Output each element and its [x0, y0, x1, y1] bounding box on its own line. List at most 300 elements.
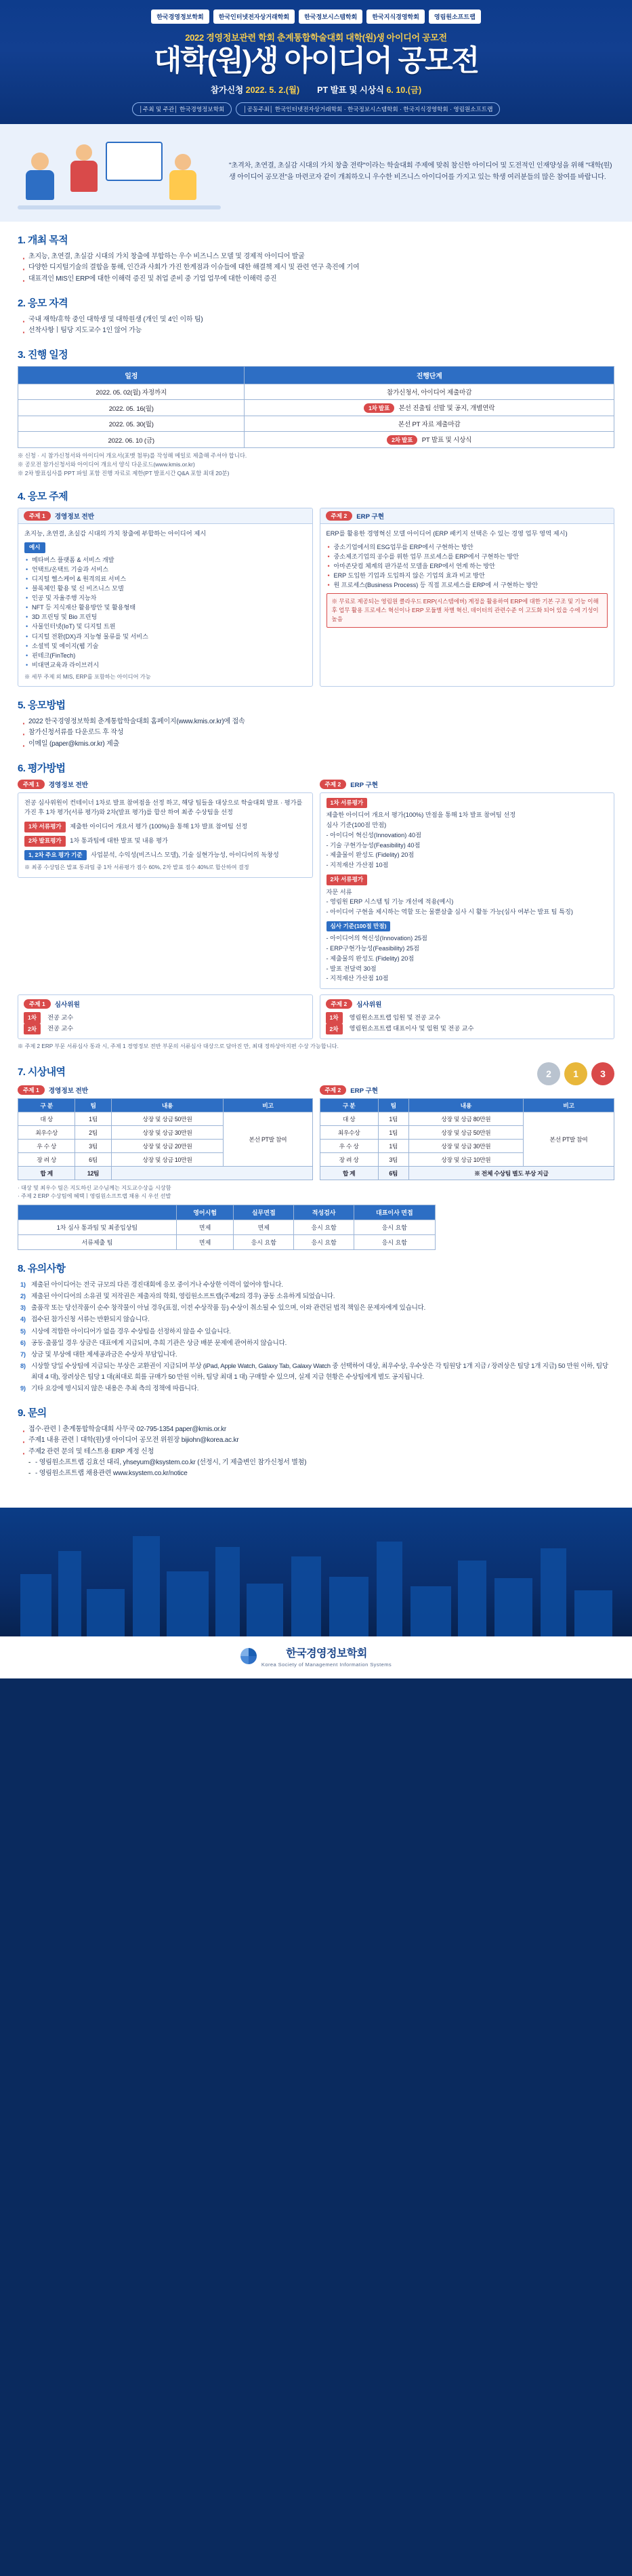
list-item: · 초지능, 초연결, 초실감 시대의 가치 창출에 부합하는 우수 비즈니스 모델 및 경제적 아이디어 발굴 [20, 251, 614, 262]
person-body-icon [70, 161, 98, 192]
table-row [320, 1112, 614, 1125]
section-title-text: 진행 일정 [27, 349, 68, 361]
stage-chip: 1차 [326, 1012, 343, 1024]
building-shape [133, 1536, 160, 1636]
judge-box-1 [18, 994, 313, 1039]
topic-example-list [326, 542, 608, 590]
topic-example-list [24, 555, 306, 670]
evaluation-stage [326, 921, 608, 984]
eligibility-list [18, 315, 614, 336]
ground-line [18, 205, 221, 209]
person-head-icon [76, 144, 92, 161]
cell-label: 1차 심사 통과팀 및 최종입상팀 [18, 1220, 177, 1235]
evaluation-final-note: ※ 최종 수상팀은 발표 통과팀 중 1차 서류평가 점수 60%, 2차 발표 점수 40%로 합산하여 결정 [24, 864, 249, 871]
cell-content: 상장 및 상금 20만원 [111, 1139, 224, 1152]
cell-stage [245, 432, 614, 448]
awards-columns [18, 1085, 614, 1180]
col-header-content: 내용 [408, 1098, 523, 1112]
association-chip: 한국경영정보학회 [151, 9, 209, 24]
topic-columns [18, 508, 614, 687]
evaluation-desc: 전공 심사위원이 컨테이너 1차로 발표 참여점을 선정 하고, 해당 팀들을 대상으로 학술대회 발표 · 평가를 가진 후 1차 평가(서류 평가)와 2차(발표 평가)를 합산 하여 최종 수상팀을 선정 [24, 799, 303, 816]
topic-pill: 주제 1 [24, 511, 51, 521]
topic-card-2 [320, 508, 615, 687]
cell-stage-text: 본선 PT 자료 제출마감 [398, 421, 461, 429]
stage-line: - 기술 구현가능성(Feasibility) 40점 [326, 841, 421, 849]
list-item: · 이메일 (paper@kmis.or.kr) 제출 [20, 739, 614, 750]
stage-line: - 아이디어 혁신성(Innovation) 40점 [326, 831, 421, 839]
section-title-text: 문의 [27, 1407, 47, 1420]
cell-value: 면제 [176, 1220, 233, 1235]
col-header-interview: 실무면접 [234, 1205, 294, 1220]
apply-list [18, 717, 614, 750]
evaluation-columns [18, 780, 614, 989]
cell-date: 2022. 05. 16(월) [18, 400, 245, 416]
section-title [18, 296, 614, 310]
building-shape [167, 1571, 209, 1636]
hero-header [0, 0, 632, 124]
topic-pill: 주제 2 [320, 1085, 347, 1095]
col-header-content: 내용 [111, 1098, 224, 1112]
society-logo-icon [240, 1648, 257, 1664]
poster-content [0, 222, 632, 1508]
cell-value: 응시 요함 [294, 1235, 354, 1250]
section-title [18, 1064, 65, 1079]
col-header-ceo: 대표이사 면접 [354, 1205, 436, 1220]
cell-content: 상장 및 상금 30만원 [408, 1139, 523, 1152]
purpose-list [18, 251, 614, 285]
section-contact [18, 1405, 614, 1479]
list-item: • 디지털 전환(DX)과 지능형 물류를 및 서비스 [24, 632, 306, 641]
col-header-date: 일정 [18, 367, 245, 384]
col-header-count: 팀 [378, 1098, 408, 1112]
cell-total-label: 합 계 [320, 1166, 378, 1180]
intro-text: "초격차, 초연결, 초실감 시대의 가치 창출 전략"이라는 학술대회 주제에 맞춰 참신한 아이디어 및 도전적인 인재양성을 위해 "대학(원)생 아이디어 공모전"을 마련코자 같이 개최하오니 우수한 비즈니스 아이디어를 가지고 있는 학생 여러분들의 많은 참여를 바랍니다. [229, 162, 612, 182]
building-shape [329, 1577, 368, 1636]
building-shape [458, 1561, 486, 1636]
building-shape [87, 1589, 125, 1636]
list-item: 시상에 적합한 아이디어가 없을 경우 수상팀을 선정하지 않을 수 있습니다. [31, 1327, 231, 1335]
evaluation-stage [326, 798, 608, 870]
cell-stage [245, 400, 614, 416]
topic-card-2-header [320, 508, 614, 524]
stage-line: - ERP구현가능성(Feasibility) 25점 [326, 945, 419, 952]
section-topics [18, 489, 614, 687]
section-number: 8. [18, 1263, 26, 1275]
cell-count: 1팀 [378, 1139, 408, 1152]
cell-value: 응시 요함 [294, 1220, 354, 1235]
topic-pill: 주제 2 [326, 511, 353, 521]
stage-line: - 제출물이 완성도 (Fidelity) 20점 [326, 851, 415, 859]
cell-content: 상장 및 상금 50만원 [111, 1112, 224, 1125]
cell-total-label: 합 계 [18, 1166, 75, 1180]
topic-note: ※ 세부 주제 외 MIS, ERP를 포함하는 아이디어 가능 [24, 673, 151, 680]
awards-table-2 [320, 1098, 615, 1180]
association-chip: 한국인터넷전자상거래학회 [213, 9, 295, 24]
table-row-total [320, 1166, 614, 1180]
note-line: ※ 공모전 참가신청서와 아이디어 개요서 양식 다운로드(www.kmis.or.kr) [18, 461, 195, 468]
section-number: 6. [18, 762, 26, 774]
cell-content: 상장 및 상금 50만원 [408, 1125, 523, 1139]
topic-name: ERP 구현 [356, 513, 385, 521]
note-line: ※ 2차 발표심사를 PPT 파일 포함 진행 자료로 제한(PT 발표시간 Q&A 포함 최대 20분) [18, 470, 230, 477]
cell-stage-text: 본선 진출팀 선발 및 공지, 개별연락 [398, 405, 495, 413]
stage-line: 자문 서류 [326, 888, 352, 895]
col-header-count: 팀 [75, 1098, 111, 1112]
cell-grade: 최우수상 [18, 1125, 75, 1139]
judge-line [24, 1024, 307, 1035]
stage-chip: 1차 서류평가 [24, 822, 66, 832]
intro-band [0, 124, 632, 222]
cell-total-content: ※ 전체 수상팀 별도 부상 지급 [408, 1166, 614, 1180]
table-row-total [18, 1166, 313, 1180]
judge-text: 영림원소프트랩 임원 및 전공 교수 [349, 1013, 441, 1021]
schedule-table [18, 366, 614, 448]
evaluation-stage [24, 822, 306, 832]
footer-logo-row [0, 1645, 632, 1668]
table-row [18, 416, 614, 432]
section-title-text: 응모 주제 [27, 491, 68, 503]
cell-count: 2팀 [75, 1125, 111, 1139]
stage-line: - 영림원 ERP 시스템 팀 기능 개선에 적용(예시) [326, 898, 454, 906]
stage-line: - 발표 전달력 30점 [326, 965, 377, 972]
list-item: · 2022 한국경영정보학회 춘계통합학술대회 홈페이지(www.kmis.or.kr)에 접속 [20, 717, 614, 727]
host-row [0, 102, 632, 116]
awards-col-1-header [18, 1085, 313, 1095]
cell-count: 1팀 [378, 1112, 408, 1125]
cell-date: 2022. 05. 30(월) [18, 416, 245, 432]
stage-text: 제출한 아이디어 개요서 평가 (100%)을 통해 1차 발표 참여팀 선정 [70, 823, 248, 830]
topic-card-1-header [18, 508, 312, 524]
cell-grade: 우 수 상 [320, 1139, 378, 1152]
topic-pill: 주제 1 [18, 780, 45, 789]
col-header-grade: 구 분 [18, 1098, 75, 1112]
cell-content: 상장 및 상금 10만원 [111, 1152, 224, 1166]
topic-pill: 주제 2 [320, 780, 347, 789]
list-item: 시상할 당일 수상팀에 지급되는 부상은 교환권이 지급되며 부상 (iPad, Apple Watch, Galaxy Tab, Galaxy Watch 중 선택하여 대상, 최우수상, 우수상은 각 팀원당 1개 지급 / 장려상은 팀당 1개 지급) 50 만원 이하, 팀당 최대 4 대), 장려상은 팀당 1 대(최대로 희를 규매가 50 만원 이하, 팀당 최대 1 대) 구매할 수 있으며, 실제 지급 현황은 수상팀에게 별도 공지됩니다. [31, 1362, 608, 1382]
city-skyline-illustration [0, 1508, 632, 1636]
judge-text: 영림원소프트랩 대표이사 및 임원 및 전공 교수 [349, 1025, 474, 1032]
list-item: • 소셜빅 및 에이지(웹 기술 [24, 641, 306, 651]
section-title-text: 응모 자격 [27, 297, 68, 309]
topic-intro: ERP를 활용한 경영혁신 모델 아이디어 (ERP 패키지 선택은 수 있는 경영 업무 영역 제시) [326, 530, 568, 538]
building-shape [494, 1578, 532, 1636]
list-item: · 주제2 관련 문의 및 테스트용 ERP 계정 신청 [20, 1447, 614, 1457]
stage-badge: 1차 발표 [364, 403, 394, 413]
footer-org-name-ko: 한국경영정보학회 [286, 1648, 367, 1660]
stage-chip: 2차 [326, 1024, 343, 1035]
building-shape [574, 1590, 612, 1636]
cell-note: 본선 PT발 참여 [524, 1112, 614, 1166]
section-number: 3. [18, 349, 26, 361]
pt-label: PT 발표 및 시상식 [317, 85, 384, 96]
list-item: · 대표격인 MIS인 ERP에 대한 이해력 증진 및 취업 준비 중 기업 업무에 대한 이해력 증진 [20, 274, 614, 285]
person-head-icon [31, 153, 49, 170]
list-item: • 중소제조기업의 공수를 위한 업무 프로세스를 ERP에서 구현하는 방안 [326, 552, 608, 561]
col-header-aptitude: 적성검사 [294, 1205, 354, 1220]
list-item: 제출된 아이디어는 전국 규모의 다른 경진대회에 응모 중이거나 수상한 이력이 없어야 합니다. [31, 1281, 283, 1289]
table-row [18, 1235, 436, 1250]
medal-3-icon: 3 [591, 1062, 614, 1085]
topic-name: 경영정보 전반 [48, 781, 89, 789]
col-header-note: 비고 [224, 1098, 312, 1112]
judge-line [326, 1012, 609, 1024]
judge-box-2-header [326, 999, 609, 1009]
person-body-icon [26, 170, 54, 200]
section-title [18, 761, 614, 775]
contact-list [18, 1424, 614, 1479]
stage-line: - 지적재산 가산점 10점 [326, 975, 389, 982]
list-item: 출품작 또는 당선작품이 순수 창작물이 아닐 경우(표절, 이전 수상작품 등) 수상이 취소될 수 있으며, 이와 관련된 법적 책임은 문제자에게 있습니다. [31, 1304, 426, 1312]
evaluation-col-1-header [18, 780, 313, 789]
cell-grade: 장 려 상 [18, 1152, 75, 1166]
host-chip: │공동주최│ 한국인터넷전자상거래학회 · 한국정보시스템학회 · 한국지식경영학회 · 영림원소프트랩 [236, 102, 500, 116]
table-row [18, 1220, 436, 1235]
list-item: • 비대면교육과 라이브러시 [24, 660, 306, 670]
building-shape [541, 1548, 566, 1636]
list-item: 공동·출품일 경우 상금은 대표에게 지급되며, 추희 기관은 상금 배분 문제에 관여하지 않습니다. [31, 1339, 287, 1347]
judge-line [326, 1024, 609, 1035]
evaluation-stage [24, 836, 306, 847]
topic-intro: 초지능, 초연결, 초실감 시대의 가치 창출에 부합하는 아이디어 제시 [24, 530, 207, 538]
cell-note: 본선 PT발 참여 [224, 1112, 312, 1166]
stage-chip: 1차 서류평가 [326, 798, 368, 809]
section-awards [18, 1062, 614, 1251]
cell-count: 6팀 [75, 1152, 111, 1166]
list-item: - - 영림원소프트랩 채용관련 www.ksystem.co.kr/notice [20, 1468, 614, 1479]
judge-line [24, 1012, 307, 1024]
cell-total-count: 6팀 [378, 1166, 408, 1180]
building-shape [291, 1556, 321, 1636]
footer-org-name-en: Korea Society of Management Information Systems [261, 1662, 392, 1668]
col-header-english: 영어시험 [176, 1205, 233, 1220]
judge-label: 심사위원 [356, 1001, 382, 1009]
building-shape [215, 1547, 240, 1636]
evaluation-col-1-body [18, 792, 313, 878]
cell-content: 상장 및 상금 30만원 [111, 1125, 224, 1139]
cell-value: 응시 요함 [234, 1235, 294, 1250]
topic-name: 경영정보 전반 [54, 513, 95, 521]
list-item: · 참가신청서류를 다운로드 후 작성 [20, 727, 614, 738]
list-item: 제출된 아이디어의 소유권 및 저작권은 제출자의 학회, 영림원소프트랩(주제2의 경우) 공동 소유하게 되었습니다. [31, 1293, 335, 1301]
note-line: ※ 신청 · 시 참가신청서와 아이디어 개요서(포맷 첨부)를 작성해 메일로 제출해 주셔야 합니다. [18, 452, 247, 460]
section-title [18, 233, 614, 247]
section-title-text: 응모방법 [27, 700, 66, 712]
stage-line: - 아이디어의 혁신성(Innovation) 25점 [326, 935, 427, 942]
list-item: • 언택트/온택트 기술과 서비스 [24, 565, 306, 574]
list-item: • ERP 도입한 기업과 도입하지 않은 기업의 효과 비교 방안 [326, 571, 608, 580]
association-chip: 한국지식경영학회 [366, 9, 425, 24]
section-number: 2. [18, 297, 26, 309]
stage-chip: 1차 [24, 1012, 41, 1024]
table-row [18, 384, 614, 400]
cell-count: 1팀 [378, 1125, 408, 1139]
section-number: 1. [18, 235, 26, 247]
building-shape [20, 1574, 51, 1636]
pt-date: 6. 10.(금) [386, 85, 422, 96]
cell-grade: 우 수 상 [18, 1139, 75, 1152]
section-title [18, 489, 614, 503]
judge-row [18, 994, 614, 1039]
stage-chip: 2차 발표평가 [24, 836, 66, 847]
topic-card-1 [18, 508, 313, 687]
section-title [18, 347, 614, 361]
judge-text: 전공 교수 [47, 1013, 74, 1021]
topic-name: ERP 구현 [350, 781, 379, 789]
section-title-text: 개최 목적 [27, 235, 68, 247]
judge-box-1-header [24, 999, 307, 1009]
stage-chip: 2차 [24, 1024, 41, 1035]
cell-stage [245, 416, 614, 432]
table-row [18, 1112, 313, 1125]
list-item: • 중소기업에서의 ESG업무를 ERP에서 구현하는 방안 [326, 542, 608, 552]
evaluation-stage [326, 874, 608, 917]
evaluation-stage [24, 850, 306, 861]
section-title-text: 시상내역 [27, 1066, 66, 1078]
section-title [18, 698, 614, 712]
association-chip: 한국정보시스템학회 [299, 9, 362, 24]
section-number: 9. [18, 1407, 26, 1420]
stage-line: - 아이디어 구현을 제시하는 역할 또는 물뿐살출 심사 시 활동 가능(심사 여부는 발표 팀 특징) [326, 908, 573, 915]
cell-grade: 최우수상 [320, 1125, 378, 1139]
cell-count: 3팀 [378, 1152, 408, 1166]
cell-content: 상장 및 상금 10만원 [408, 1152, 523, 1166]
topic-card-1-body [18, 524, 312, 686]
intro-illustration [18, 132, 221, 212]
section-title-text: 평가방법 [27, 762, 66, 774]
person-body-icon [169, 170, 196, 200]
topic-pill: 주제 2 [326, 999, 353, 1009]
awards-col-2 [320, 1085, 615, 1180]
cell-date: 2022. 05. 02(월) 자정까지 [18, 384, 245, 400]
stage-line: 심사 기준(100점 만점) [326, 822, 387, 829]
stage-badge: 2차 발표 [387, 435, 417, 445]
note-line: · 대상 및 최우수 팀은 지도하신 교수님께는 지도교수상을 시상함 [18, 1184, 171, 1191]
stage-line: - 제출물의 완성도 (Fidelity) 20점 [326, 954, 415, 962]
cell-total-content [111, 1166, 312, 1180]
list-item: • 메타버스 플랫폼 & 서비스 개발 [24, 555, 306, 565]
whiteboard-icon [106, 142, 163, 181]
list-item: • 블록체인 활용 및 신 비즈니스 모델 [24, 584, 306, 593]
evaluation-col-1 [18, 780, 313, 989]
cell-value: 응시 요함 [354, 1235, 436, 1250]
association-chip: 영림원소프트랩 [429, 9, 481, 24]
cell-grade: 장 려 상 [320, 1152, 378, 1166]
col-header-blank [18, 1205, 177, 1220]
judge-box-2 [320, 994, 615, 1039]
section-title [18, 1261, 614, 1275]
col-header-grade: 구 분 [320, 1098, 378, 1112]
apply-date: 2022. 5. 2.(월) [245, 85, 300, 96]
section-number: 4. [18, 491, 26, 503]
section-title-text: 유의사항 [27, 1263, 66, 1275]
section-number: 7. [18, 1066, 26, 1078]
cell-grade: 대 상 [320, 1112, 378, 1125]
section-apply [18, 698, 614, 750]
medal-1-icon: 1 [564, 1062, 587, 1085]
topic-card-2-body [320, 524, 614, 632]
person-head-icon [175, 154, 191, 170]
cell-label: 서류제출 팀 [18, 1235, 177, 1250]
notice-list [18, 1280, 614, 1394]
section-schedule [18, 347, 614, 478]
cell-stage-text: PT 발표 및 시상식 [421, 437, 472, 445]
stage-line: - 지적재산 가산점 10점 [326, 862, 389, 869]
awards-notes [18, 1184, 614, 1201]
col-header-note: 비고 [524, 1098, 614, 1112]
topic-name: 경영정보 전반 [48, 1087, 89, 1095]
evaluation-note: ※ 주제 2 ERP 부문 서류심사 통과 시, 주제 1 경영정보 전반 부문의 서류심사 대상으로 담아진 만, 최대 정하상아지편 수상 가능합니다. [18, 1043, 339, 1050]
list-item: - - 영림원소프트랩 김효선 대리, yhseyum@ksystem.co.kr (선정시, 기 제출변인 참가신청서 별첨) [20, 1457, 614, 1468]
awards-col-2-header [320, 1085, 615, 1095]
note-line: · 주제 2 ERP 수상팀에 혜택ㅣ영림원소프트랩 채용 시 우선 선발 [18, 1192, 171, 1199]
benefit-table [18, 1205, 436, 1250]
list-item: · 다양한 디지털기술의 결합을 통해, 인간과 사회가 가진 한계점과 이슈들에 대한 해결책 제시 및 관련 연구 축진에 기여 [20, 262, 614, 273]
stage-chip: 2차 서류평가 [326, 874, 368, 885]
evaluation-col-2-body [320, 792, 615, 989]
list-item: • 3D 프린팅 및 Bio 프린팅 [24, 612, 306, 622]
hero-dates [0, 83, 632, 96]
topic-pill: 주제 1 [24, 999, 51, 1009]
list-item: • 아마존닷컴 체계의 판가분석 모델을 ERP에서 연계 하는 방안 [326, 561, 608, 571]
list-item: · 접수·관련ㅣ춘계통합학술대회 사무국 02-795-1354 paper@kmis.or.kr [20, 1424, 614, 1435]
topic-pill: 주제 1 [18, 1085, 45, 1095]
list-item: • 디지털 헬스케어 & 원격의료 서비스 [24, 574, 306, 584]
hero-title: 대학(원)생 아이디어 공모전 [153, 45, 479, 77]
stage-text: 1차 통과팀에 대한 발표 및 내용 평가 [70, 837, 168, 844]
stage-chip: 1, 2차 주요 평가 기준 [24, 850, 87, 861]
cell-value: 면제 [234, 1220, 294, 1235]
example-label: 예시 [24, 542, 45, 553]
list-item: 접수된 참가신청 서류는 반환되지 않습니다. [31, 1316, 150, 1324]
cell-content: 상장 및 상금 80만원 [408, 1112, 523, 1125]
association-chip-row [0, 9, 632, 24]
building-shape [58, 1551, 81, 1636]
list-item: · 국내 재학/휴학 중인 대학생 및 대학원생 (개인 및 4인 이하 팀) [20, 315, 614, 325]
cell-stage-text: 참가신청서, 아이디어 제출마감 [387, 389, 472, 397]
hero-subtitle: 2022 경영정보관련 학회 춘계통합학술대회 대학(원)생 아이디어 공모전 [185, 33, 447, 43]
awards-table-1 [18, 1098, 313, 1180]
table-row [18, 432, 614, 448]
list-item: • 인공 및 자율주행 지능차 [24, 593, 306, 603]
topic-warning: ※ 무료로 제공되는 영림원 클라우드 ERP(시스템에버) 계정을 활용하여 ERP에 대한 기본 구조 및 기능 이해 후 업무 활용 프로세스 혁신이나 ERP 모듈별 차별 혁신, 데이터의 관련수준 이 고도화 되어 있을 수에 기성이 높음 [326, 593, 608, 627]
apply-label: 참가신청 [210, 85, 244, 96]
list-item: • 핀테크(FinTech) [24, 651, 306, 660]
building-shape [247, 1584, 283, 1636]
list-item: • NFT 등 지식재산 활용방안 및 활용형태 [24, 603, 306, 612]
cell-value: 응시 요함 [354, 1220, 436, 1235]
cell-count: 3팀 [75, 1139, 111, 1152]
section-title [18, 1405, 614, 1420]
section-notice [18, 1261, 614, 1394]
stage-chip: 심사 기준(100점 만점) [326, 921, 391, 932]
list-item: 기타 요강에 명시되지 않은 내용은 추최 측의 정책에 따릅니다. [31, 1385, 199, 1393]
section-eligibility [18, 296, 614, 336]
cell-grade: 대 상 [18, 1112, 75, 1125]
schedule-notes [18, 451, 614, 478]
medal-group [537, 1062, 614, 1085]
footer [0, 1636, 632, 1678]
cell-stage [245, 384, 614, 400]
cell-date: 2022. 06. 10 (금) [18, 432, 245, 448]
host-chip: │주최 및 주관│ 한국경영정보학회 [132, 102, 232, 116]
topic-name: ERP 구현 [350, 1087, 379, 1095]
list-item: 상금 및 부상에 대한 제세공과금은 수상자 부담입니다. [31, 1350, 177, 1359]
section-number: 5. [18, 700, 26, 712]
list-item: • 원 프로세스(Business Process) 등 직접 프로세스를 ERP에 서 구현하는 방안 [326, 580, 608, 590]
building-shape [410, 1586, 451, 1636]
list-item: • 사물인터넷(IoT) 및 디지털 트윈 [24, 622, 306, 631]
cell-value: 면제 [176, 1235, 233, 1250]
